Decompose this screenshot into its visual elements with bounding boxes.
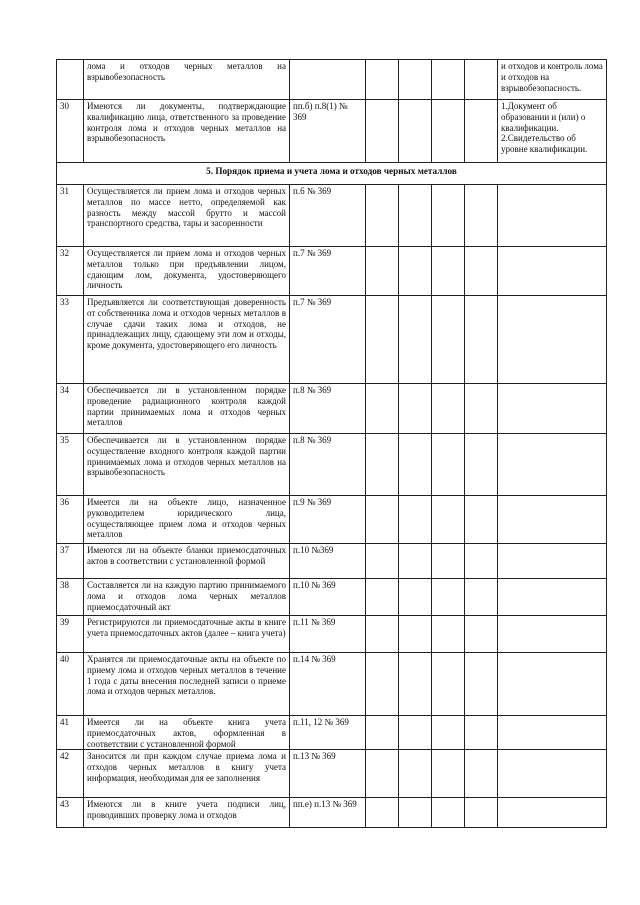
- answer-cell: [465, 185, 498, 247]
- note-text: [498, 185, 607, 247]
- question-text: Осуществляется ли прием лома и отходов черных металлов по массе нетто, определяемой как разность между массой брутто и массой транспортного средства, тары и засоренности: [84, 185, 290, 247]
- answer-cell: [465, 100, 498, 163]
- answer-cell: [432, 544, 465, 579]
- answer-cell: [465, 544, 498, 579]
- question-text: Имеются ли документы, подтверждающие квалификацию лица, ответственного за проведение контроля лома и отходов черных металлов на взрывобезопасность: [84, 100, 290, 163]
- answer-cell: [399, 544, 432, 579]
- answer-cell: [366, 100, 399, 163]
- row-number: 37: [57, 544, 84, 579]
- note-text: [498, 616, 607, 653]
- note-text: [498, 544, 607, 579]
- question-text: Хранятся ли приемосдаточные акты на объекте по приему лома и отходов черных металлов в течение 1 года с даты внесения последней записи о приеме лома и отходов черных металлов.: [84, 653, 290, 716]
- answer-cell: [465, 296, 498, 384]
- answer-cell: [399, 750, 432, 798]
- legal-reference: пп.б) п.8(1) № 369: [290, 100, 366, 163]
- answer-cell: [399, 653, 432, 716]
- section-row: [57, 163, 607, 185]
- question-text: Предъявляется ли соответствующая доверенность от собственника лома и отходов черных металлов в случае сдачи таких лома и отходов, не принадлежащих лицу, сдающему эти лом и отходы, кроме документа, удостоверяющего его личность: [84, 296, 290, 384]
- legal-reference: п.9 № 369: [290, 496, 366, 544]
- table-row: [57, 579, 607, 616]
- row-number: 31: [57, 185, 84, 247]
- legal-reference: пп.е) п.13 № 369: [290, 798, 366, 828]
- note-text: [498, 384, 607, 434]
- table-row: [57, 653, 607, 716]
- answer-cell: [366, 653, 399, 716]
- note-text: [498, 247, 607, 296]
- table-row: [57, 798, 607, 828]
- answer-cell: [366, 716, 399, 750]
- answer-cell: [432, 434, 465, 496]
- answer-cell: [366, 60, 399, 100]
- answer-cell: [465, 750, 498, 798]
- answer-cell: [399, 247, 432, 296]
- table-row: [57, 100, 607, 163]
- row-number: 40: [57, 653, 84, 716]
- question-text: Обеспечивается ли в установленном порядке проведение радиационного контроля каждой партии принимаемых лома и отходов черных металлов: [84, 384, 290, 434]
- row-number: [57, 60, 84, 100]
- note-text: [498, 653, 607, 716]
- answer-cell: [366, 185, 399, 247]
- answer-cell: [432, 384, 465, 434]
- table-row: [57, 616, 607, 653]
- answer-cell: [366, 247, 399, 296]
- note-text: [498, 296, 607, 384]
- answer-cell: [465, 616, 498, 653]
- table-row: [57, 716, 607, 750]
- answer-cell: [366, 496, 399, 544]
- legal-reference: п.8 № 369: [290, 434, 366, 496]
- answer-cell: [399, 616, 432, 653]
- row-number: 39: [57, 616, 84, 653]
- answer-cell: [432, 60, 465, 100]
- answer-cell: [366, 296, 399, 384]
- answer-cell: [432, 185, 465, 247]
- answer-cell: [399, 296, 432, 384]
- legal-reference: [290, 60, 366, 100]
- answer-cell: [366, 616, 399, 653]
- answer-cell: [432, 496, 465, 544]
- legal-reference: п.7 № 369: [290, 247, 366, 296]
- legal-reference: п.6 № 369: [290, 185, 366, 247]
- row-number: 36: [57, 496, 84, 544]
- row-number: 30: [57, 100, 84, 163]
- legal-reference: п.10 №369: [290, 544, 366, 579]
- answer-cell: [465, 653, 498, 716]
- legal-reference: п.11 № 369: [290, 616, 366, 653]
- note-text: и отходов и контроль лома и отходов на взрывобезопасность.: [498, 60, 607, 100]
- legal-reference: п.8 № 369: [290, 384, 366, 434]
- question-text: Составляется ли на каждую партию принимаемого лома и отходов лома черных металлов приемосдаточный акт: [84, 579, 290, 616]
- question-text: Регистрируются ли приемосдаточные акты в книге учета приемосдаточных актов (далее – книга учета): [84, 616, 290, 653]
- legal-reference: п.10 № 369: [290, 579, 366, 616]
- answer-cell: [399, 60, 432, 100]
- row-number: 32: [57, 247, 84, 296]
- answer-cell: [399, 579, 432, 616]
- answer-cell: [432, 100, 465, 163]
- table-row: [57, 434, 607, 496]
- question-text: Осуществляется ли прием лома и отходов черных металлов только при предъявлении лицом, сдающим лом, документа, удостоверяющего личность: [84, 247, 290, 296]
- answer-cell: [432, 296, 465, 384]
- note-text: [498, 750, 607, 798]
- legal-reference: п.14 № 369: [290, 653, 366, 716]
- note-text: [498, 496, 607, 544]
- answer-cell: [432, 616, 465, 653]
- section-title: 5. Порядок приема и учета лома и отходов черных металлов: [57, 163, 607, 185]
- table-row: [57, 384, 607, 434]
- note-text: [498, 716, 607, 750]
- note-text: [498, 434, 607, 496]
- answer-cell: [366, 579, 399, 616]
- answer-cell: [432, 579, 465, 616]
- answer-cell: [366, 544, 399, 579]
- row-number: 33: [57, 296, 84, 384]
- row-number: 34: [57, 384, 84, 434]
- answer-cell: [399, 434, 432, 496]
- answer-cell: [366, 798, 399, 828]
- row-number: 38: [57, 579, 84, 616]
- note-text: 1.Документ об образовании и (или) о квалификации. 2.Свидетельство об уровне квалификации.: [498, 100, 607, 163]
- answer-cell: [399, 496, 432, 544]
- answer-cell: [432, 750, 465, 798]
- answer-cell: [465, 247, 498, 296]
- answer-cell: [399, 100, 432, 163]
- row-number: 41: [57, 716, 84, 750]
- answer-cell: [465, 716, 498, 750]
- legal-reference: п.11, 12 № 369: [290, 716, 366, 750]
- row-number: 42: [57, 750, 84, 798]
- table-row: [57, 496, 607, 544]
- question-text: Заносится ли при каждом случае приема лома и отходов черных металлов в книгу учета информация, необходимая для ее заполнения: [84, 750, 290, 798]
- question-text: Имеются ли в книге учета подписи лиц, проводивших проверку лома и отходов: [84, 798, 290, 828]
- answer-cell: [432, 716, 465, 750]
- note-text: [498, 579, 607, 616]
- question-text: Имеются ли на объекте бланки приемосдаточных актов в соответствии с установленной формой: [84, 544, 290, 579]
- note-text: [498, 798, 607, 828]
- checklist-table: [56, 59, 607, 828]
- answer-cell: [432, 798, 465, 828]
- answer-cell: [399, 716, 432, 750]
- table-row: [57, 296, 607, 384]
- answer-cell: [465, 434, 498, 496]
- answer-cell: [366, 384, 399, 434]
- table-row: [57, 544, 607, 579]
- question-text: Обеспечивается ли в установленном порядке осуществление входного контроля каждой партии принимаемых лома и отходов черных металлов на взрывобезопасность: [84, 434, 290, 496]
- row-number: 35: [57, 434, 84, 496]
- document-page: [56, 59, 607, 828]
- row-number: 43: [57, 798, 84, 828]
- table-body: [57, 185, 607, 828]
- question-text: Имеется ли на объекте лицо, назначенное руководителем юридического лица, осуществляющее прием лома и отходов черных металлов: [84, 496, 290, 544]
- answer-cell: [366, 434, 399, 496]
- answer-cell: [432, 247, 465, 296]
- answer-cell: [465, 60, 498, 100]
- answer-cell: [465, 496, 498, 544]
- table-row: [57, 750, 607, 798]
- question-text: Имеется ли на объекте книга учета приемосдаточных актов, оформленная в соответствии с установленной формой: [84, 716, 290, 750]
- answer-cell: [366, 750, 399, 798]
- table-row: [57, 185, 607, 247]
- answer-cell: [465, 384, 498, 434]
- answer-cell: [465, 798, 498, 828]
- answer-cell: [399, 798, 432, 828]
- answer-cell: [399, 384, 432, 434]
- legal-reference: п.13 № 369: [290, 750, 366, 798]
- legal-reference: п.7 № 369: [290, 296, 366, 384]
- table-row: [57, 247, 607, 296]
- answer-cell: [399, 185, 432, 247]
- answer-cell: [432, 653, 465, 716]
- question-text: лома и отходов черных металлов на взрывобезопасность: [84, 60, 290, 100]
- answer-cell: [465, 579, 498, 616]
- table-row: [57, 60, 607, 100]
